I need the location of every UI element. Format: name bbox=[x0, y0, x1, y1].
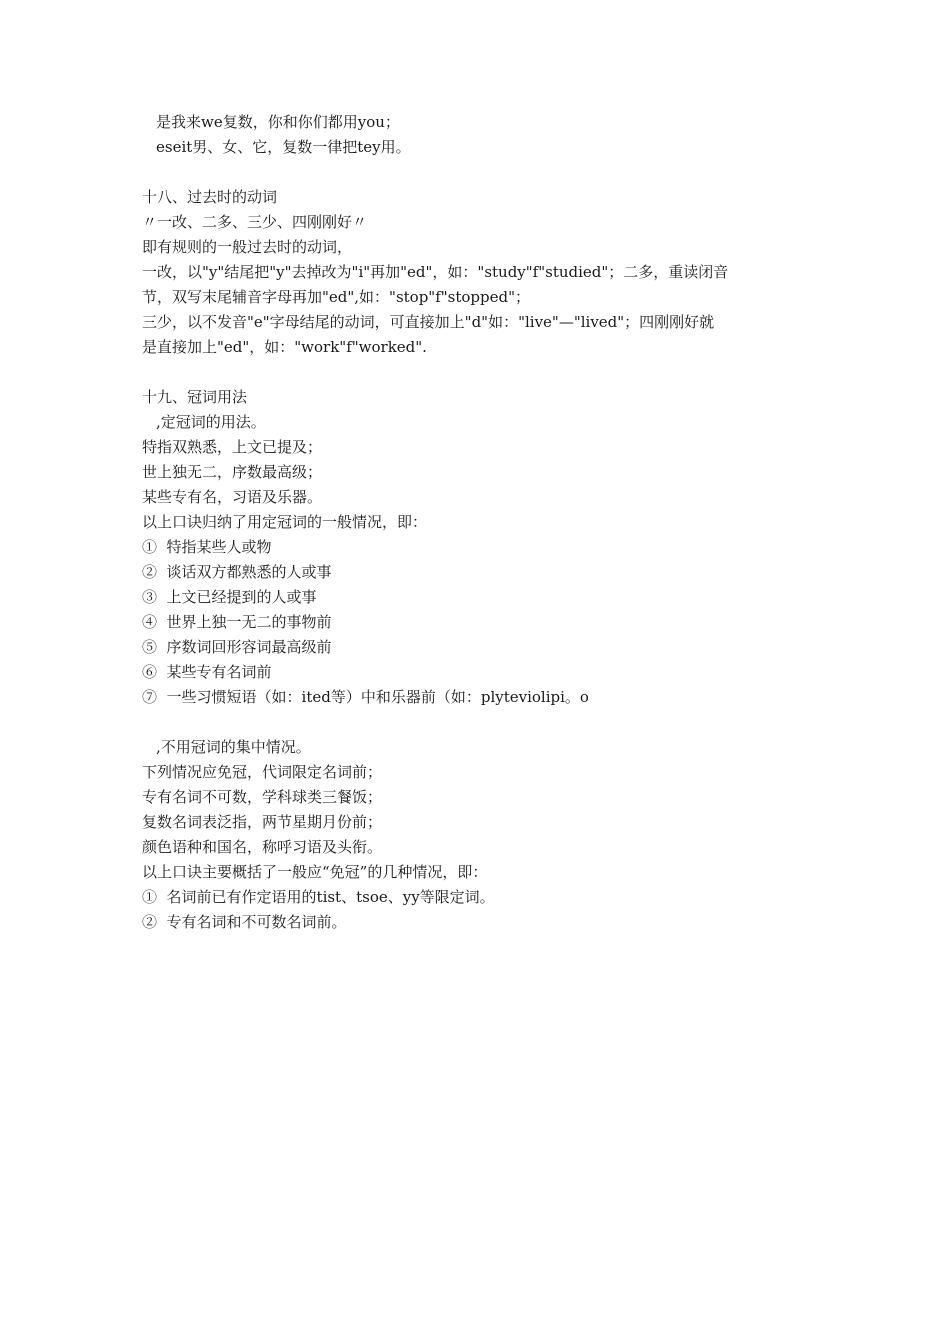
mnemonic-line: 颜色语种和国名，称呼习语及头衔。 bbox=[142, 838, 383, 856]
list-item: ② 谈话双方都熟悉的人或事 bbox=[142, 563, 332, 581]
subsection-heading: ,不用冠词的集中情况。 bbox=[156, 738, 311, 756]
text-line: 节，双写末尾辅音字母再加"ed",如："stop"f"stopped"； bbox=[142, 288, 530, 306]
list-item: ① 特指某些人或物 bbox=[142, 538, 272, 556]
mnemonic-line: 特指双熟悉，上文已提及； bbox=[142, 438, 323, 456]
blank-line bbox=[142, 360, 814, 385]
text-line: 以上口诀主要概括了一般应“免冠”的几种情况，即： bbox=[142, 863, 488, 881]
text-line: 是我来we复数，你和你们都用you； bbox=[156, 113, 400, 131]
document-body bbox=[142, 110, 814, 935]
list-item: ③ 上文已经提到的人或事 bbox=[142, 588, 317, 606]
mnemonic-line: 下列情况应免冠，代词限定名词前； bbox=[142, 763, 383, 781]
section-heading-19: 十九、冠词用法 bbox=[142, 388, 248, 406]
list-item: ② 专有名词和不可数名词前。 bbox=[142, 913, 347, 931]
text-line: 三少，以不发音"e"字母结尾的动词，可直接加上"d"如："live"—"lived"；四刚刚好就 bbox=[142, 313, 715, 331]
text-line: 一改，以"y"结尾把"y"去掉改为"i"再加"ed"，如："study"f"studied"；二多，重读闭音 bbox=[142, 263, 729, 281]
mnemonic-line: 某些专有名，习语及乐器。 bbox=[142, 488, 323, 506]
list-item: ⑥ 某些专有名词前 bbox=[142, 663, 272, 681]
text-line: 以上口诀归纳了用定冠词的一般情况，即： bbox=[142, 513, 428, 531]
blank-line bbox=[142, 710, 814, 735]
list-item: ④ 世界上独一无二的事物前 bbox=[142, 613, 332, 631]
text-line: 是直接加上"ed"，如："work"f"worked". bbox=[142, 338, 427, 356]
list-item: ① 名词前已有作定语用的tist、tsoe、yy等限定词。 bbox=[142, 888, 495, 906]
text-line: eseit男、女、它，复数一律把tey用。 bbox=[156, 138, 411, 156]
mnemonic-line: 复数名词表泛指，两节星期月份前； bbox=[142, 813, 383, 831]
section-heading-18: 十八、过去时的动词 bbox=[142, 188, 278, 206]
subsection-heading: ,定冠词的用法。 bbox=[156, 413, 266, 431]
blank-line bbox=[142, 160, 814, 185]
text-line: 即有规则的一般过去时的动词， bbox=[142, 238, 353, 256]
mnemonic-line: 世上独无二，序数最高级； bbox=[142, 463, 323, 481]
mnemonic-line: 专有名词不可数，学科球类三餐饭； bbox=[142, 788, 383, 806]
list-item: ⑦ 一些习惯短语（如：ited等）中和乐器前（如：plyteviolipi。o bbox=[142, 688, 589, 706]
list-item: ⑤ 序数词回形容词最高级前 bbox=[142, 638, 332, 656]
text-line: 〃一改、二多、三少、四刚刚好〃 bbox=[142, 213, 368, 231]
